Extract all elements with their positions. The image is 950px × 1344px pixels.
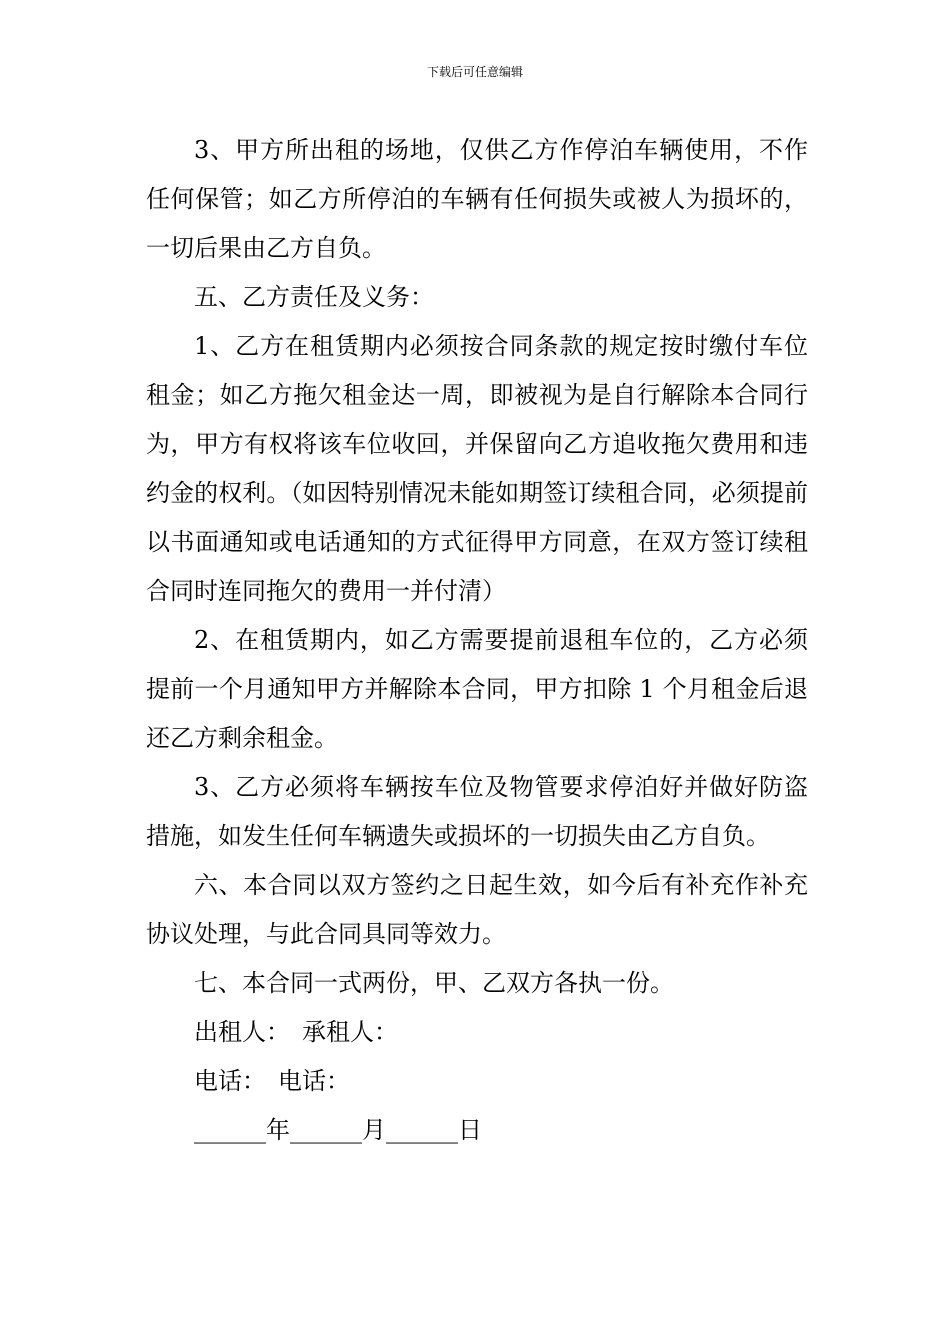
- clause-5-1: 1、乙方在租赁期内必须按合同条款的规定按时缴付车位租金；如乙方拖欠租金达一周，即被视为是自行解除本合同行为，甲方有权将该车位收回，并保留向乙方追收拖欠费用和违约金的权利。（如因特别情况未能如期签订续租合同，必须提前以书面通知或电话通知的方式征得甲方同意，在双方签订续租合同时连同拖欠的费用一并付清）: [146, 332, 808, 605]
- signature-date: ______年______月______日: [194, 1116, 482, 1144]
- section-6: 六、本合同以双方签约之日起生效，如今后有补充作补充协议处理，与此合同具同等效力。: [146, 871, 808, 948]
- clause-5-3: 3、乙方必须将车辆按车位及物管要求停泊好并做好防盗措施，如发生任何车辆遗失或损坏的一切损失由乙方自负。: [146, 773, 808, 850]
- section-7: 七、本合同一式两份，甲、乙双方各执一份。: [194, 969, 674, 997]
- document-body: [146, 126, 808, 1155]
- page-header: 下载后可任意编辑: [426, 65, 523, 79]
- signature-parties: 出租人： 承租人：: [194, 1018, 398, 1046]
- signature-phones: 电话： 电话：: [194, 1067, 350, 1095]
- clause-3-party-a: 3、甲方所出租的场地，仅供乙方作停泊车辆使用，不作任何保管；如乙方所停泊的车辆有任何损失或被人为损坏的，一切后果由乙方自负。: [146, 136, 808, 262]
- clause-5-2: 2、在租赁期内，如乙方需要提前退租车位的，乙方必须提前一个月通知甲方并解除本合同，甲方扣除 1 个月租金后退还乙方剩余租金。: [146, 626, 808, 752]
- section-5-heading: 五、乙方责任及义务：: [194, 283, 434, 311]
